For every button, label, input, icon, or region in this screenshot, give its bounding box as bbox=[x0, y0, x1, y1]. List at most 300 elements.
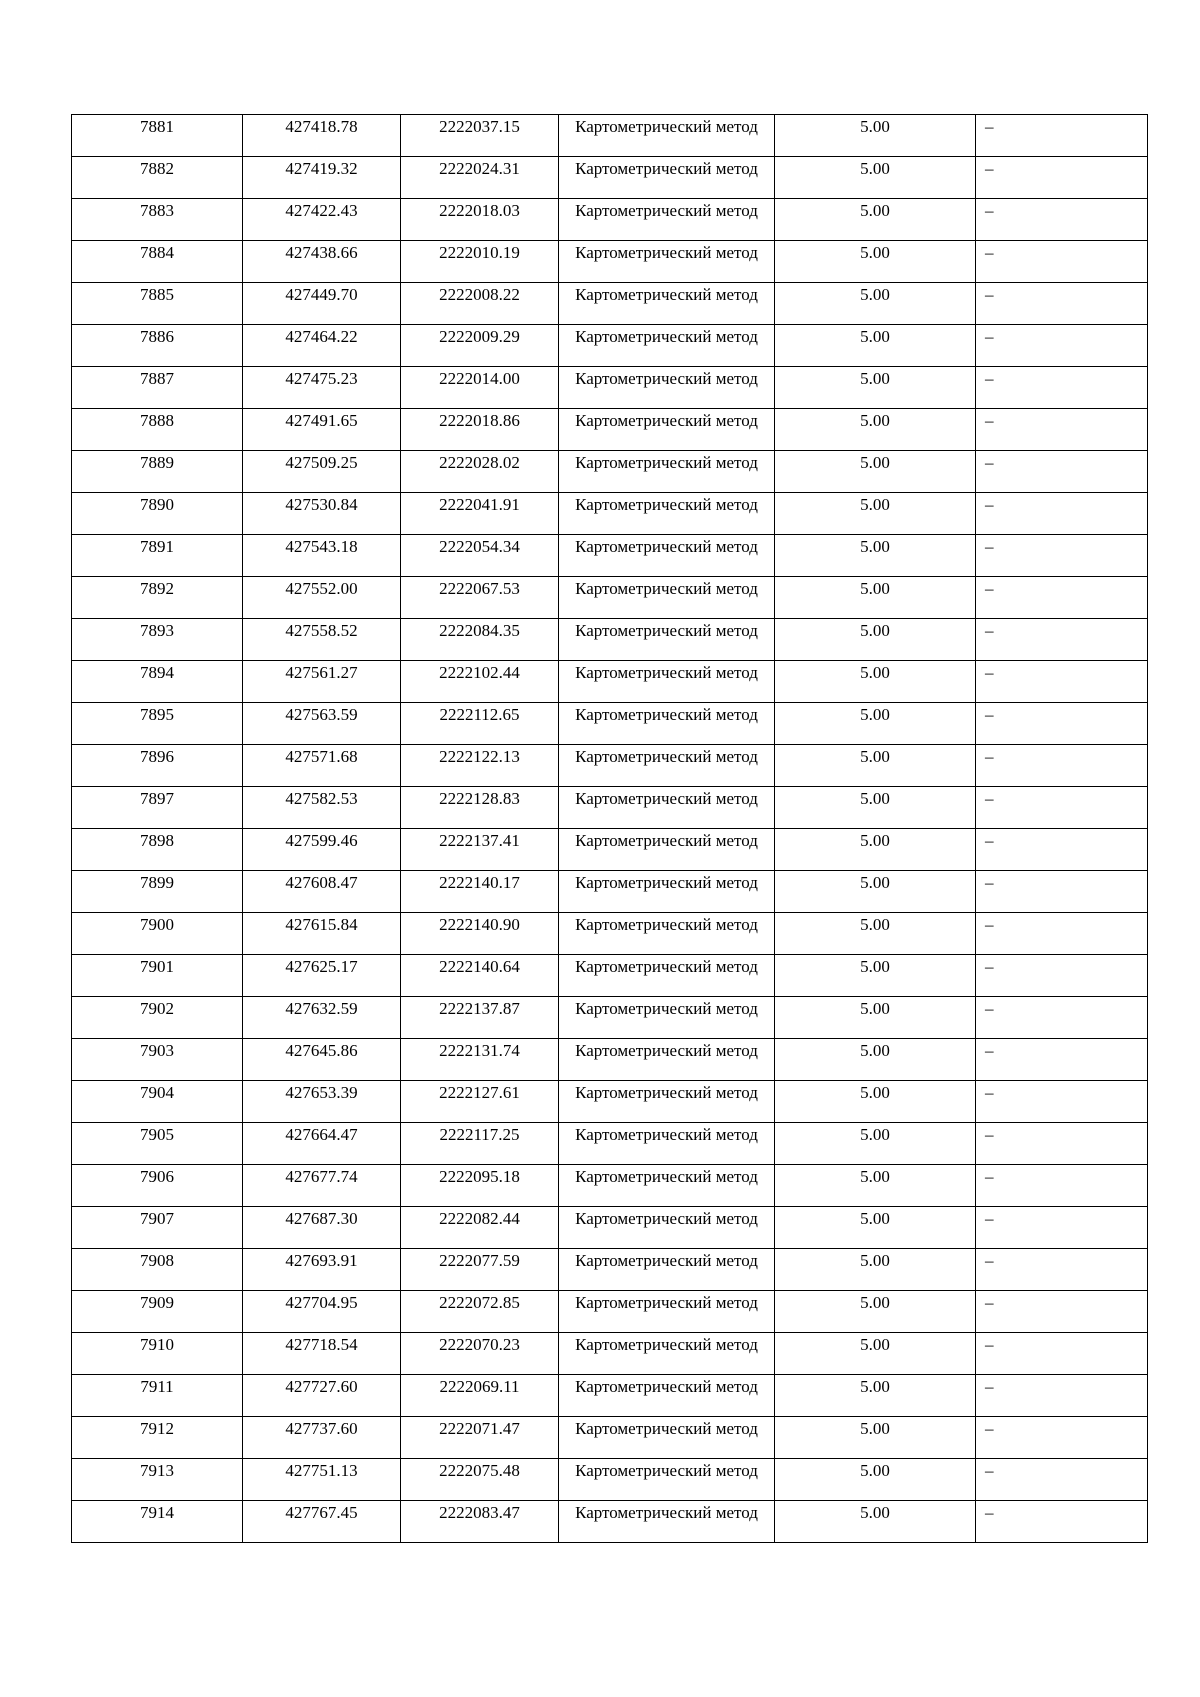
x-coordinate-cell-text: 427449.70 bbox=[285, 285, 358, 304]
note-cell-text: – bbox=[985, 1083, 994, 1102]
point-number-cell-text: 7887 bbox=[140, 369, 174, 388]
y-coordinate-cell-text: 2222127.61 bbox=[439, 1083, 520, 1102]
y-coordinate-cell-text: 2222112.65 bbox=[439, 705, 520, 724]
note-cell-text: – bbox=[985, 831, 994, 850]
point-number-cell-text: 7909 bbox=[140, 1293, 174, 1312]
y-coordinate-cell-text: 2222084.35 bbox=[439, 621, 520, 640]
x-coordinate-cell-text: 427438.66 bbox=[285, 243, 358, 262]
point-number-cell bbox=[72, 997, 243, 1039]
accuracy-cell bbox=[775, 115, 976, 157]
accuracy-cell bbox=[775, 409, 976, 451]
point-number-cell bbox=[72, 1081, 243, 1123]
point-number-cell bbox=[72, 661, 243, 703]
accuracy-cell-text: 5.00 bbox=[860, 495, 890, 514]
method-cell-text: Картометрический метод bbox=[575, 285, 758, 304]
note-cell-text: – bbox=[985, 747, 994, 766]
y-coordinate-cell bbox=[401, 535, 559, 577]
point-number-cell-text: 7914 bbox=[140, 1503, 174, 1522]
note-cell-text: – bbox=[985, 1293, 994, 1312]
x-coordinate-cell bbox=[243, 493, 401, 535]
accuracy-cell-text: 5.00 bbox=[860, 873, 890, 892]
method-cell bbox=[559, 619, 775, 661]
note-cell bbox=[976, 367, 1148, 409]
point-number-cell bbox=[72, 1501, 243, 1543]
y-coordinate-cell-text: 2222140.90 bbox=[439, 915, 520, 934]
method-cell bbox=[559, 283, 775, 325]
accuracy-cell-text: 5.00 bbox=[860, 1335, 890, 1354]
y-coordinate-cell bbox=[401, 1081, 559, 1123]
x-coordinate-cell-text: 427693.91 bbox=[285, 1251, 358, 1270]
y-coordinate-cell bbox=[401, 661, 559, 703]
method-cell bbox=[559, 1459, 775, 1501]
accuracy-cell-text: 5.00 bbox=[860, 1167, 890, 1186]
x-coordinate-cell-text: 427767.45 bbox=[285, 1503, 358, 1522]
x-coordinate-cell bbox=[243, 157, 401, 199]
method-cell bbox=[559, 1417, 775, 1459]
x-coordinate-cell-text: 427751.13 bbox=[285, 1461, 358, 1480]
point-number-cell bbox=[72, 913, 243, 955]
accuracy-cell bbox=[775, 619, 976, 661]
accuracy-cell bbox=[775, 1039, 976, 1081]
accuracy-cell-text: 5.00 bbox=[860, 159, 890, 178]
y-coordinate-cell bbox=[401, 871, 559, 913]
y-coordinate-cell-text: 2222122.13 bbox=[439, 747, 520, 766]
note-cell-text: – bbox=[985, 1125, 994, 1144]
accuracy-cell bbox=[775, 1459, 976, 1501]
coordinates-table bbox=[71, 114, 1148, 1543]
point-number-cell-text: 7907 bbox=[140, 1209, 174, 1228]
point-number-cell-text: 7884 bbox=[140, 243, 174, 262]
x-coordinate-cell-text: 427608.47 bbox=[285, 873, 358, 892]
accuracy-cell-text: 5.00 bbox=[860, 663, 890, 682]
table-row bbox=[72, 1291, 1148, 1333]
y-coordinate-cell-text: 2222140.64 bbox=[439, 957, 520, 976]
note-cell-text: – bbox=[985, 327, 994, 346]
point-number-cell bbox=[72, 493, 243, 535]
y-coordinate-cell bbox=[401, 157, 559, 199]
accuracy-cell bbox=[775, 1501, 976, 1543]
table-row bbox=[72, 115, 1148, 157]
note-cell-text: – bbox=[985, 1419, 994, 1438]
method-cell-text: Картометрический метод bbox=[575, 1419, 758, 1438]
method-cell-text: Картометрический метод bbox=[575, 243, 758, 262]
x-coordinate-cell-text: 427704.95 bbox=[285, 1293, 358, 1312]
accuracy-cell bbox=[775, 955, 976, 997]
x-coordinate-cell bbox=[243, 535, 401, 577]
y-coordinate-cell bbox=[401, 913, 559, 955]
table-row bbox=[72, 493, 1148, 535]
method-cell bbox=[559, 367, 775, 409]
x-coordinate-cell bbox=[243, 955, 401, 997]
y-coordinate-cell-text: 2222131.74 bbox=[439, 1041, 520, 1060]
accuracy-cell-text: 5.00 bbox=[860, 1251, 890, 1270]
y-coordinate-cell bbox=[401, 1417, 559, 1459]
note-cell bbox=[976, 1375, 1148, 1417]
note-cell bbox=[976, 955, 1148, 997]
point-number-cell bbox=[72, 1039, 243, 1081]
point-number-cell-text: 7892 bbox=[140, 579, 174, 598]
method-cell bbox=[559, 1123, 775, 1165]
y-coordinate-cell-text: 2222069.11 bbox=[439, 1377, 520, 1396]
note-cell-text: – bbox=[985, 243, 994, 262]
x-coordinate-cell bbox=[243, 1501, 401, 1543]
point-number-cell-text: 7890 bbox=[140, 495, 174, 514]
accuracy-cell-text: 5.00 bbox=[860, 327, 890, 346]
point-number-cell-text: 7906 bbox=[140, 1167, 174, 1186]
point-number-cell-text: 7886 bbox=[140, 327, 174, 346]
y-coordinate-cell bbox=[401, 829, 559, 871]
y-coordinate-cell-text: 2222117.25 bbox=[439, 1125, 520, 1144]
table-row bbox=[72, 787, 1148, 829]
x-coordinate-cell-text: 427418.78 bbox=[285, 117, 358, 136]
point-number-cell-text: 7883 bbox=[140, 201, 174, 220]
y-coordinate-cell-text: 2222067.53 bbox=[439, 579, 520, 598]
x-coordinate-cell bbox=[243, 997, 401, 1039]
y-coordinate-cell bbox=[401, 703, 559, 745]
x-coordinate-cell bbox=[243, 325, 401, 367]
x-coordinate-cell-text: 427615.84 bbox=[285, 915, 358, 934]
method-cell-text: Картометрический метод bbox=[575, 201, 758, 220]
x-coordinate-cell bbox=[243, 745, 401, 787]
accuracy-cell-text: 5.00 bbox=[860, 1125, 890, 1144]
method-cell bbox=[559, 199, 775, 241]
x-coordinate-cell-text: 427558.52 bbox=[285, 621, 358, 640]
point-number-cell-text: 7905 bbox=[140, 1125, 174, 1144]
point-number-cell-text: 7908 bbox=[140, 1251, 174, 1270]
x-coordinate-cell-text: 427530.84 bbox=[285, 495, 358, 514]
y-coordinate-cell-text: 2222010.19 bbox=[439, 243, 520, 262]
point-number-cell bbox=[72, 619, 243, 661]
accuracy-cell-text: 5.00 bbox=[860, 243, 890, 262]
table-row bbox=[72, 619, 1148, 661]
y-coordinate-cell-text: 2222071.47 bbox=[439, 1419, 520, 1438]
note-cell bbox=[976, 997, 1148, 1039]
note-cell bbox=[976, 283, 1148, 325]
note-cell bbox=[976, 241, 1148, 283]
table-row bbox=[72, 451, 1148, 493]
table-row bbox=[72, 871, 1148, 913]
method-cell bbox=[559, 1501, 775, 1543]
table-row bbox=[72, 703, 1148, 745]
note-cell bbox=[976, 871, 1148, 913]
note-cell-text: – bbox=[985, 621, 994, 640]
y-coordinate-cell-text: 2222137.87 bbox=[439, 999, 520, 1018]
x-coordinate-cell bbox=[243, 367, 401, 409]
y-coordinate-cell-text: 2222137.41 bbox=[439, 831, 520, 850]
method-cell-text: Картометрический метод bbox=[575, 327, 758, 346]
point-number-cell bbox=[72, 703, 243, 745]
accuracy-cell-text: 5.00 bbox=[860, 579, 890, 598]
point-number-cell-text: 7911 bbox=[140, 1377, 174, 1396]
point-number-cell-text: 7904 bbox=[140, 1083, 174, 1102]
note-cell-text: – bbox=[985, 159, 994, 178]
y-coordinate-cell bbox=[401, 787, 559, 829]
method-cell-text: Картометрический метод bbox=[575, 705, 758, 724]
method-cell bbox=[559, 997, 775, 1039]
point-number-cell bbox=[72, 409, 243, 451]
y-coordinate-cell-text: 2222095.18 bbox=[439, 1167, 520, 1186]
accuracy-cell bbox=[775, 1081, 976, 1123]
method-cell bbox=[559, 745, 775, 787]
note-cell-text: – bbox=[985, 1503, 994, 1522]
method-cell-text: Картометрический метод bbox=[575, 1167, 758, 1186]
y-coordinate-cell-text: 2222083.47 bbox=[439, 1503, 520, 1522]
point-number-cell-text: 7899 bbox=[140, 873, 174, 892]
point-number-cell bbox=[72, 367, 243, 409]
x-coordinate-cell-text: 427632.59 bbox=[285, 999, 358, 1018]
y-coordinate-cell-text: 2222018.03 bbox=[439, 201, 520, 220]
y-coordinate-cell-text: 2222014.00 bbox=[439, 369, 520, 388]
method-cell-text: Картометрический метод bbox=[575, 1083, 758, 1102]
accuracy-cell-text: 5.00 bbox=[860, 453, 890, 472]
note-cell-text: – bbox=[985, 537, 994, 556]
table-row bbox=[72, 283, 1148, 325]
table-row bbox=[72, 1459, 1148, 1501]
note-cell bbox=[976, 451, 1148, 493]
y-coordinate-cell bbox=[401, 1123, 559, 1165]
y-coordinate-cell bbox=[401, 1501, 559, 1543]
table-row bbox=[72, 1417, 1148, 1459]
y-coordinate-cell bbox=[401, 115, 559, 157]
accuracy-cell bbox=[775, 745, 976, 787]
point-number-cell bbox=[72, 1375, 243, 1417]
note-cell-text: – bbox=[985, 1251, 994, 1270]
point-number-cell-text: 7881 bbox=[140, 117, 174, 136]
point-number-cell-text: 7893 bbox=[140, 621, 174, 640]
point-number-cell-text: 7889 bbox=[140, 453, 174, 472]
x-coordinate-cell-text: 427625.17 bbox=[285, 957, 358, 976]
y-coordinate-cell bbox=[401, 1291, 559, 1333]
point-number-cell bbox=[72, 871, 243, 913]
note-cell bbox=[976, 1081, 1148, 1123]
accuracy-cell-text: 5.00 bbox=[860, 789, 890, 808]
x-coordinate-cell bbox=[243, 409, 401, 451]
table-row bbox=[72, 1123, 1148, 1165]
accuracy-cell-text: 5.00 bbox=[860, 957, 890, 976]
accuracy-cell bbox=[775, 241, 976, 283]
point-number-cell-text: 7910 bbox=[140, 1335, 174, 1354]
y-coordinate-cell bbox=[401, 1207, 559, 1249]
method-cell-text: Картометрический метод bbox=[575, 621, 758, 640]
method-cell bbox=[559, 829, 775, 871]
table-row bbox=[72, 955, 1148, 997]
note-cell bbox=[976, 829, 1148, 871]
y-coordinate-cell-text: 2222140.17 bbox=[439, 873, 520, 892]
method-cell bbox=[559, 955, 775, 997]
accuracy-cell bbox=[775, 283, 976, 325]
note-cell-text: – bbox=[985, 789, 994, 808]
y-coordinate-cell bbox=[401, 367, 559, 409]
accuracy-cell-text: 5.00 bbox=[860, 537, 890, 556]
point-number-cell bbox=[72, 283, 243, 325]
table-row bbox=[72, 913, 1148, 955]
point-number-cell bbox=[72, 1417, 243, 1459]
point-number-cell bbox=[72, 1165, 243, 1207]
accuracy-cell bbox=[775, 871, 976, 913]
x-coordinate-cell-text: 427543.18 bbox=[285, 537, 358, 556]
x-coordinate-cell bbox=[243, 703, 401, 745]
x-coordinate-cell bbox=[243, 1081, 401, 1123]
note-cell bbox=[976, 577, 1148, 619]
accuracy-cell-text: 5.00 bbox=[860, 201, 890, 220]
note-cell bbox=[976, 409, 1148, 451]
x-coordinate-cell bbox=[243, 661, 401, 703]
coordinates-table-body bbox=[72, 115, 1148, 1543]
accuracy-cell-text: 5.00 bbox=[860, 1293, 890, 1312]
method-cell-text: Картометрический метод bbox=[575, 873, 758, 892]
method-cell bbox=[559, 1375, 775, 1417]
method-cell bbox=[559, 493, 775, 535]
point-number-cell bbox=[72, 535, 243, 577]
x-coordinate-cell-text: 427561.27 bbox=[285, 663, 358, 682]
y-coordinate-cell bbox=[401, 1165, 559, 1207]
x-coordinate-cell-text: 427737.60 bbox=[285, 1419, 358, 1438]
accuracy-cell-text: 5.00 bbox=[860, 1083, 890, 1102]
accuracy-cell bbox=[775, 157, 976, 199]
method-cell-text: Картометрический метод bbox=[575, 159, 758, 178]
method-cell-text: Картометрический метод bbox=[575, 1125, 758, 1144]
y-coordinate-cell bbox=[401, 451, 559, 493]
point-number-cell-text: 7903 bbox=[140, 1041, 174, 1060]
note-cell bbox=[976, 745, 1148, 787]
note-cell bbox=[976, 115, 1148, 157]
accuracy-cell bbox=[775, 1417, 976, 1459]
method-cell-text: Картометрический метод bbox=[575, 1041, 758, 1060]
accuracy-cell bbox=[775, 703, 976, 745]
point-number-cell-text: 7901 bbox=[140, 957, 174, 976]
note-cell-text: – bbox=[985, 1209, 994, 1228]
note-cell-text: – bbox=[985, 1335, 994, 1354]
accuracy-cell-text: 5.00 bbox=[860, 117, 890, 136]
accuracy-cell bbox=[775, 913, 976, 955]
accuracy-cell-text: 5.00 bbox=[860, 915, 890, 934]
accuracy-cell bbox=[775, 199, 976, 241]
x-coordinate-cell-text: 427687.30 bbox=[285, 1209, 358, 1228]
x-coordinate-cell-text: 427582.53 bbox=[285, 789, 358, 808]
note-cell bbox=[976, 703, 1148, 745]
note-cell bbox=[976, 1501, 1148, 1543]
method-cell-text: Картометрический метод bbox=[575, 957, 758, 976]
method-cell-text: Картометрический метод bbox=[575, 411, 758, 430]
method-cell bbox=[559, 871, 775, 913]
note-cell-text: – bbox=[985, 411, 994, 430]
note-cell bbox=[976, 325, 1148, 367]
x-coordinate-cell-text: 427419.32 bbox=[285, 159, 358, 178]
note-cell-text: – bbox=[985, 1167, 994, 1186]
method-cell-text: Картометрический метод bbox=[575, 789, 758, 808]
method-cell bbox=[559, 703, 775, 745]
note-cell bbox=[976, 1039, 1148, 1081]
method-cell bbox=[559, 661, 775, 703]
method-cell-text: Картометрический метод bbox=[575, 1209, 758, 1228]
point-number-cell-text: 7913 bbox=[140, 1461, 174, 1480]
accuracy-cell bbox=[775, 325, 976, 367]
x-coordinate-cell bbox=[243, 871, 401, 913]
note-cell-text: – bbox=[985, 579, 994, 598]
note-cell-text: – bbox=[985, 201, 994, 220]
note-cell bbox=[976, 1249, 1148, 1291]
x-coordinate-cell bbox=[243, 787, 401, 829]
method-cell bbox=[559, 1207, 775, 1249]
note-cell bbox=[976, 661, 1148, 703]
method-cell bbox=[559, 409, 775, 451]
note-cell-text: – bbox=[985, 1461, 994, 1480]
x-coordinate-cell-text: 427571.68 bbox=[285, 747, 358, 766]
method-cell-text: Картометрический метод bbox=[575, 999, 758, 1018]
note-cell-text: – bbox=[985, 915, 994, 934]
accuracy-cell-text: 5.00 bbox=[860, 285, 890, 304]
y-coordinate-cell-text: 2222102.44 bbox=[439, 663, 520, 682]
accuracy-cell bbox=[775, 1333, 976, 1375]
x-coordinate-cell-text: 427422.43 bbox=[285, 201, 358, 220]
table-row bbox=[72, 745, 1148, 787]
method-cell-text: Картометрический метод bbox=[575, 453, 758, 472]
method-cell bbox=[559, 535, 775, 577]
point-number-cell-text: 7895 bbox=[140, 705, 174, 724]
point-number-cell bbox=[72, 199, 243, 241]
table-row bbox=[72, 1501, 1148, 1543]
note-cell bbox=[976, 787, 1148, 829]
note-cell-text: – bbox=[985, 1041, 994, 1060]
table-row bbox=[72, 199, 1148, 241]
accuracy-cell-text: 5.00 bbox=[860, 1041, 890, 1060]
note-cell-text: – bbox=[985, 663, 994, 682]
accuracy-cell bbox=[775, 535, 976, 577]
x-coordinate-cell bbox=[243, 1123, 401, 1165]
x-coordinate-cell-text: 427677.74 bbox=[285, 1167, 358, 1186]
y-coordinate-cell-text: 2222054.34 bbox=[439, 537, 520, 556]
note-cell bbox=[976, 199, 1148, 241]
accuracy-cell bbox=[775, 1165, 976, 1207]
method-cell-text: Картометрический метод bbox=[575, 663, 758, 682]
x-coordinate-cell bbox=[243, 577, 401, 619]
x-coordinate-cell bbox=[243, 1207, 401, 1249]
table-row bbox=[72, 997, 1148, 1039]
method-cell-text: Картометрический метод bbox=[575, 915, 758, 934]
y-coordinate-cell bbox=[401, 325, 559, 367]
x-coordinate-cell-text: 427653.39 bbox=[285, 1083, 358, 1102]
y-coordinate-cell bbox=[401, 1375, 559, 1417]
accuracy-cell-text: 5.00 bbox=[860, 747, 890, 766]
accuracy-cell-text: 5.00 bbox=[860, 705, 890, 724]
x-coordinate-cell bbox=[243, 1459, 401, 1501]
note-cell bbox=[976, 1459, 1148, 1501]
note-cell-text: – bbox=[985, 453, 994, 472]
y-coordinate-cell-text: 2222018.86 bbox=[439, 411, 520, 430]
x-coordinate-cell-text: 427491.65 bbox=[285, 411, 358, 430]
y-coordinate-cell bbox=[401, 493, 559, 535]
accuracy-cell-text: 5.00 bbox=[860, 1461, 890, 1480]
method-cell-text: Картометрический метод bbox=[575, 831, 758, 850]
table-row bbox=[72, 1081, 1148, 1123]
x-coordinate-cell bbox=[243, 913, 401, 955]
y-coordinate-cell-text: 2222009.29 bbox=[439, 327, 520, 346]
point-number-cell bbox=[72, 1291, 243, 1333]
point-number-cell-text: 7888 bbox=[140, 411, 174, 430]
x-coordinate-cell bbox=[243, 451, 401, 493]
note-cell-text: – bbox=[985, 369, 994, 388]
point-number-cell bbox=[72, 157, 243, 199]
method-cell bbox=[559, 451, 775, 493]
note-cell bbox=[976, 1291, 1148, 1333]
y-coordinate-cell-text: 2222128.83 bbox=[439, 789, 520, 808]
accuracy-cell-text: 5.00 bbox=[860, 1503, 890, 1522]
y-coordinate-cell bbox=[401, 283, 559, 325]
note-cell bbox=[976, 1207, 1148, 1249]
method-cell-text: Картометрический метод bbox=[575, 1251, 758, 1270]
y-coordinate-cell bbox=[401, 955, 559, 997]
note-cell bbox=[976, 913, 1148, 955]
